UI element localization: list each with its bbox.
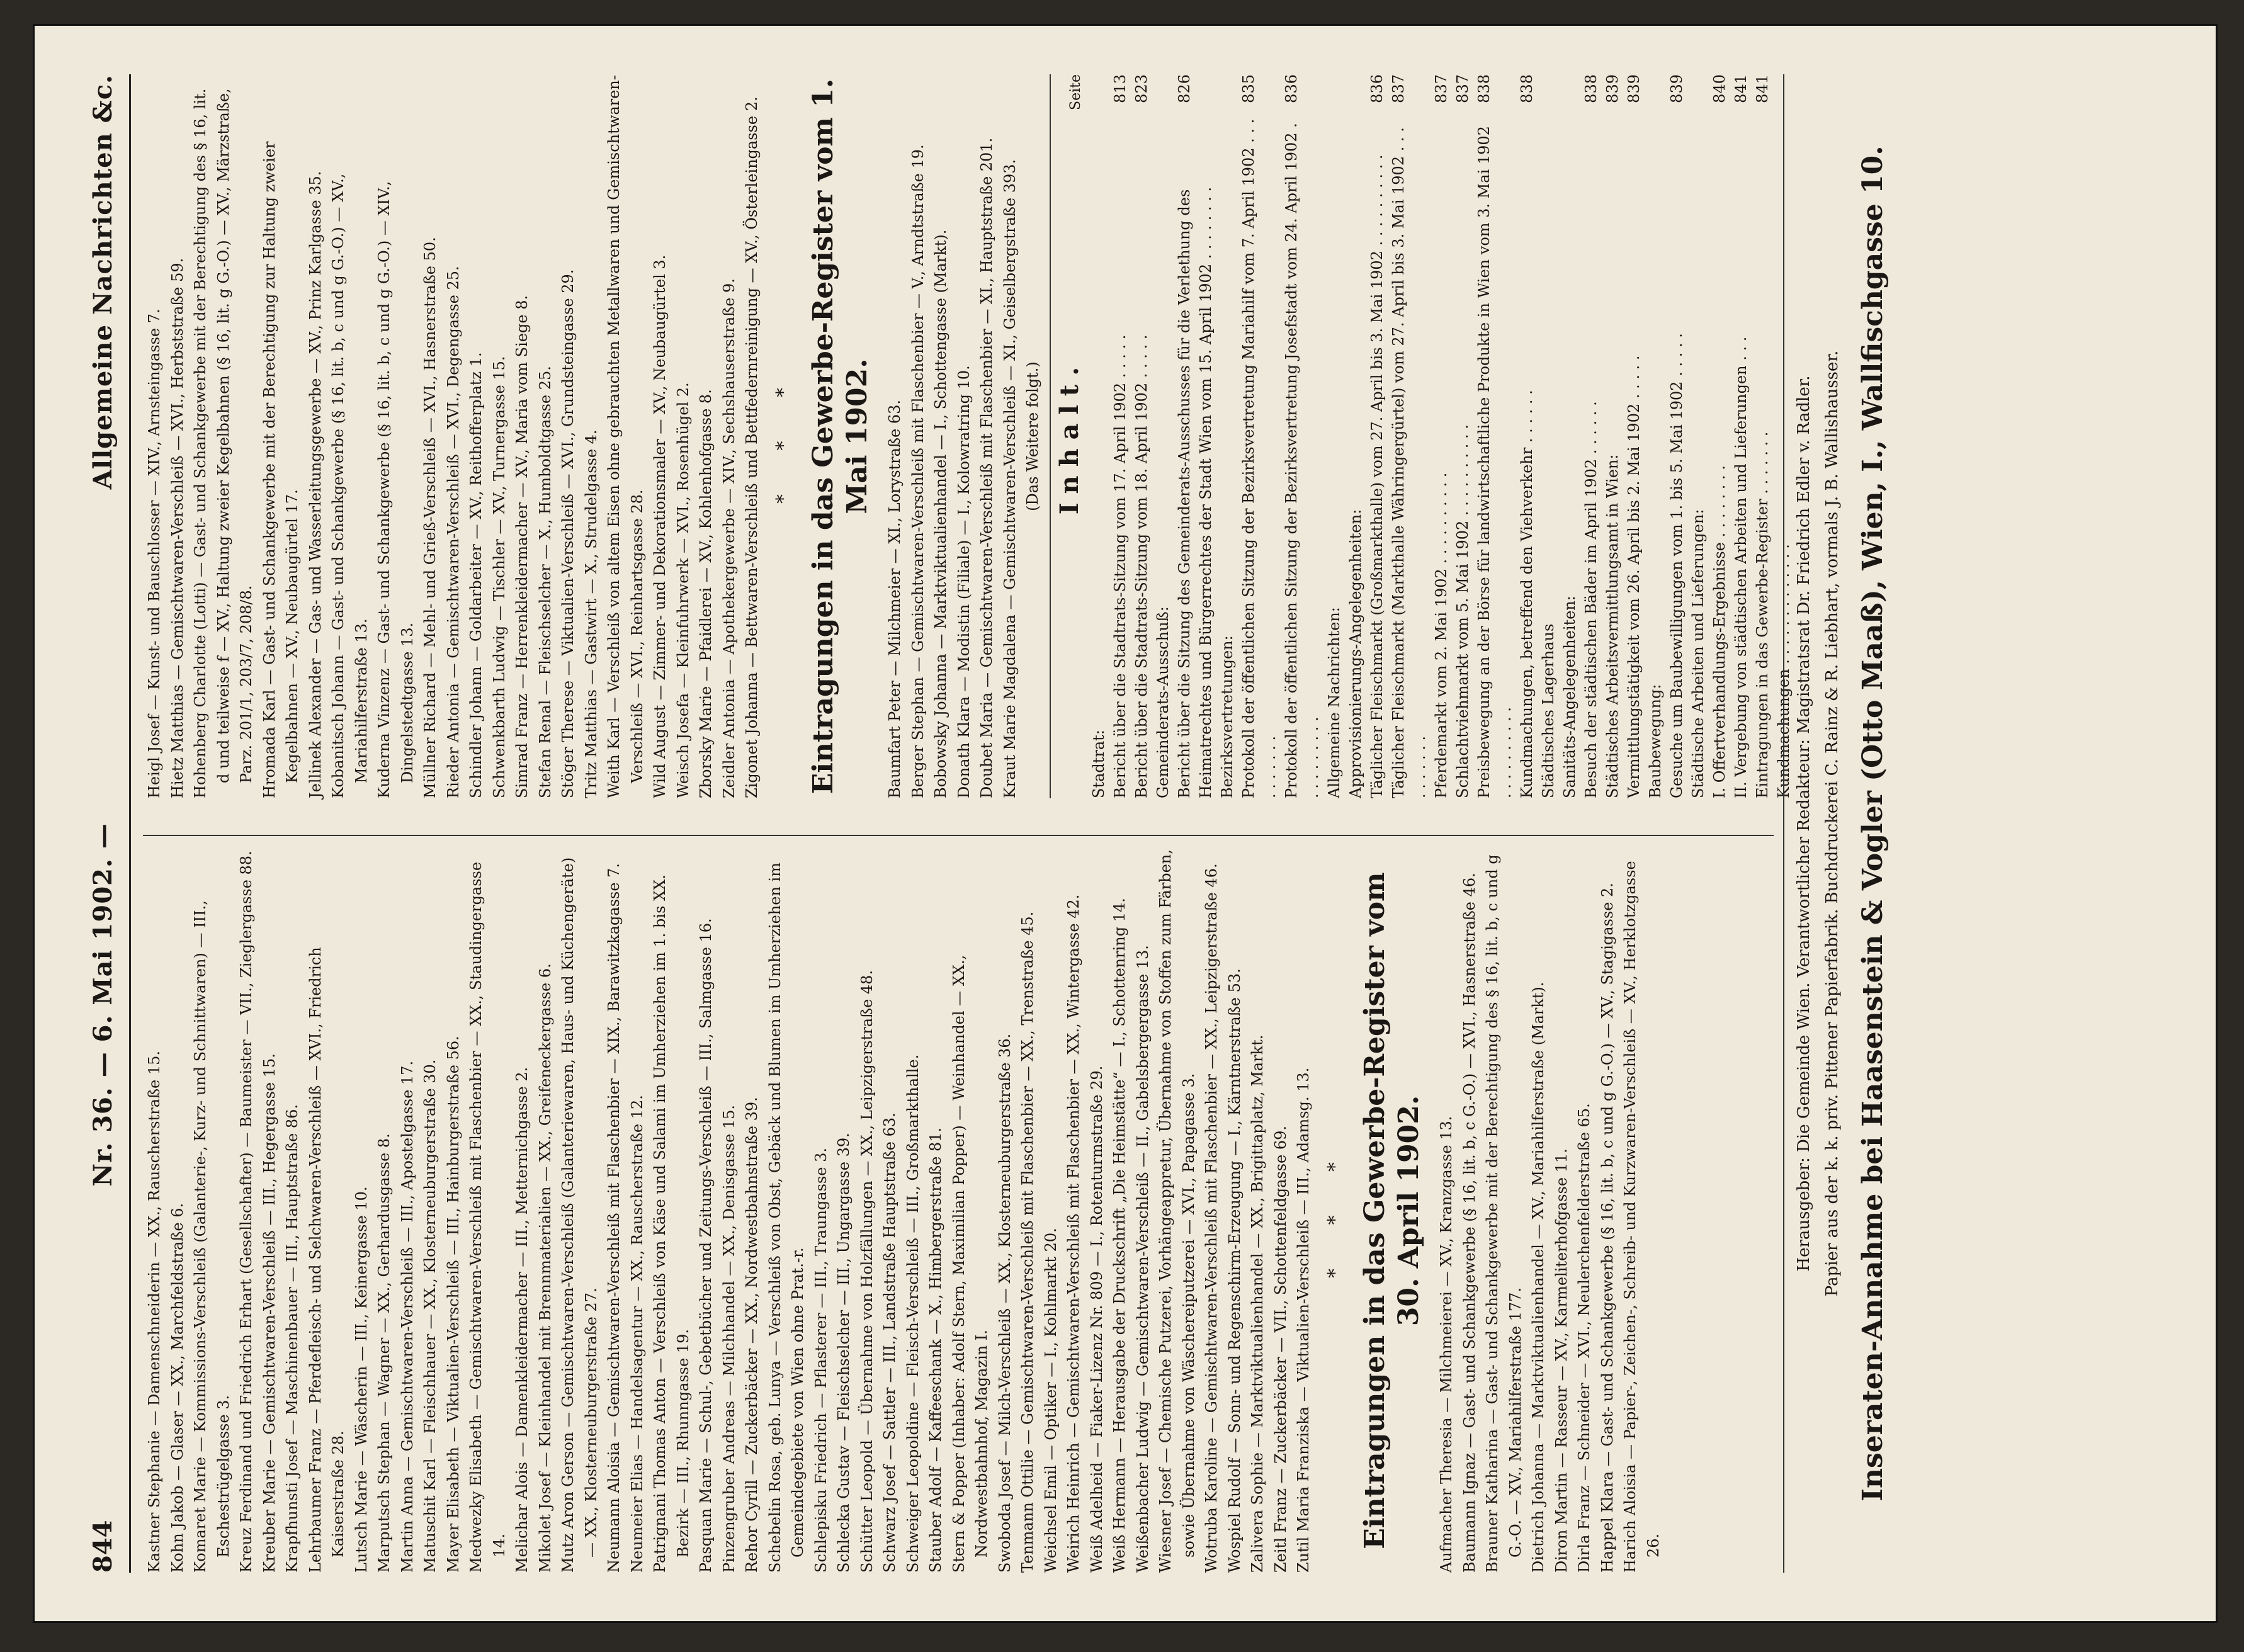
toc-row (1730, 74, 1752, 798)
toc-entry-title: Preisbewegung an der Börse für landwirtschaftliche Produkte in Wien vom 3. Mai 1902 . . . . . . . . . . (1475, 126, 1514, 798)
toc-row (1281, 74, 1323, 798)
register-entry: Kuderna Vinzenz — Gast- und Schankgewerbe (§ 16, lit. b, c und g G.-O.) — XIV., Dingelstedtgasse 13. (375, 181, 416, 798)
toc-entry-title: II. Vergebung von städtischen Arbeiten und Lieferungen . . . (1731, 336, 1750, 798)
toc-row (1473, 74, 1516, 798)
imprint-rule (1783, 74, 1784, 1573)
rotated-page-content (61, 49, 2189, 1598)
register-entry: Heigl Josef — Kunst- und Bauschlosser — XIV., Arnsteingasse 7. (145, 308, 163, 798)
toc-entry-page: 838 (1517, 74, 1536, 103)
register-entry: Wiesner Josef — Chemische Putzerei, Vorhängeappretur, Übernahme von Stoffen zum Färben, sowie Übernahme von Wäschereiputzerei — XVI., Papagasse 3. (1157, 849, 1198, 1573)
register-entry: Krapfhunsti Josef — Maschinenbauer — III., Hauptstraße 86. (283, 1104, 301, 1573)
toc-entry-title: Schlachtviehmarkt vom 5. Mai 1902 . . . . . . . . . . (1453, 424, 1471, 798)
register-entry: Hietz Matthias — Gemischtwaren-Verschleiß — XVI., Herbststraße 59. (168, 257, 186, 798)
register-entry: Zigonet Johanna — Bettwaren-Verschleiß und Bettfedernreinigung — XV., Österleingasse 2. (743, 96, 761, 798)
register-entry: Medwezky Elisabeth — Gemischtwaren-Verschleiß mit Flaschenbier — XX., Staudingergasse 14. (467, 861, 508, 1573)
toc-entry-page: 826 (1175, 74, 1193, 103)
toc-row (1131, 74, 1152, 798)
register-entry: Rieder Antonia — Gemischtwaren-Verschleiß — XVI., Degengasse 25. (444, 266, 462, 798)
register-entry: Mutz Aron Gerson — Gemischtwaren-Verschleiß (Galanteriewaren, Haus- und Küchengeräte) — XX., Klosterneuburgerstraße 27. (559, 857, 600, 1573)
register-entry: Zalivera Sophie — Marktviktualienhandel — XX., Brigittaplatz, Markt. (1249, 1034, 1266, 1573)
toc-entry-title: Städtische Arbeiten und Lieferungen: (1689, 509, 1707, 798)
register-entry: Kreuber Marie — Gemischtwaren-Verschleiß — III., Hegergasse 15. (260, 1053, 278, 1573)
register-entry: Weißenbacher Ludwig — Gemischtwaren-Verschleiß — II., Gabelsbergergasse 13. (1133, 945, 1152, 1573)
register-entries-list (143, 849, 1315, 1573)
register-entry: Pinzengruber Andreas — Milchhandel — XX., Denisgasse 15. (720, 1104, 738, 1573)
toc-row (1388, 74, 1431, 798)
register-entry: Weirich Heinrich — Gemischtwaren-Verschleiß mit Flaschenbier — XX., Wintergasse 42. (1065, 894, 1082, 1573)
register-entries-list (143, 74, 764, 798)
toc-row (1752, 74, 1773, 798)
right-column (143, 74, 1794, 798)
register-entry: Schindler Johann — Goldarbeiter — XV., Reithofferplatz 1. (467, 352, 485, 798)
toc-entry-title: Protokoll der öffentlichen Sitzung der Bezirksvertretung Mariahilf vom 7. April 1902 . . . . . . . . . . (1239, 118, 1279, 798)
advertising-line: Inseraten-Annahme bei Haasenstein & Vogler (Otto Maaß), Wien, I., Wallfischgasse 10. (1857, 145, 1889, 1502)
toc-entry-page: 837 (1453, 74, 1471, 103)
register-entry: Hromada Karl — Gast- und Schankgewerbe mit der Berechtigung zur Haltung zweier Kegelbahnen — XV., Neubaugürtel 17. (260, 141, 301, 798)
toc-entry-page: 837 (1432, 74, 1450, 103)
toc-entry-title: I. Offertverhandlungs-Ergebnisse . . . . . . . . (1710, 465, 1728, 798)
toc-row (1580, 74, 1602, 798)
newspaper-page-scan (33, 24, 2218, 1623)
register-entry: Simrad Franz — Herrenkleidermacher — XV., Maria vom Siege 8. (513, 295, 531, 798)
register-entry: Lutsch Marie — Wäscherin — III., Keinergasse 10. (352, 1186, 370, 1573)
toc-entry-page: 838 (1475, 74, 1493, 103)
register-entry: Dirla Franz — Schneider — XVI., Neulerchenfelderstraße 65. (1575, 1103, 1593, 1573)
toc-row (1602, 74, 1623, 798)
register-entry: Weiß Hermann — Herausgabe der Druckschrift „Die Heimstätte“ — I., Schottenring 14. (1111, 898, 1128, 1573)
table-of-contents (1088, 74, 1794, 798)
register-entry: Schlepisku Friedrich — Pflasterer — III., Traungasse 3. (812, 1148, 830, 1573)
section-heading-april-30: Eintragungen in das Gewerbe-Register vom 30. April 1902. (1359, 872, 1425, 1549)
register-entry: Stöger Therese — Viktualien-Verschleiß — XVI., Grundsteingasse 29. (559, 269, 577, 798)
toc-row (1366, 74, 1388, 798)
toc-group-label: Gemeinderats-Ausschuß: (1153, 606, 1172, 798)
toc-entry-title: Besuch der städtischen Bäder im April 1902 . . . . . . (1582, 401, 1600, 798)
toc-entry-title: Vermittlungstätigkeit vom 26. April bis 2. Mai 1902 . . . . . (1624, 355, 1643, 798)
toc-entry-title: Kundmachungen, betreffend den Viehverkehr . . . . . . (1517, 390, 1536, 798)
toc-row (1452, 74, 1473, 798)
register-entry: Bobowsky Johanna — Marktviktualienhandel — I., Schottengasse (Markt). (932, 229, 949, 798)
register-entry: Neumann Aloisia — Gemischtwaren-Verschleiß mit Flaschenbier — XIX., Barawitzkagasse 7. (605, 863, 623, 1573)
register-entry: Neumeier Elias — Handelsagentur — XX., Rauscherstraße 12. (628, 1095, 646, 1573)
continued-note: (Das Weitere folgt.) (1024, 361, 1041, 511)
toc-entry-page: 823 (1132, 74, 1150, 103)
register-entry: Kobanitsch Johann — Gast- und Schankgewerbe (§ 16, lit. b, c und g G.-O.) — XV., Mariahilferstraße 13. (329, 173, 370, 798)
toc-entry-title: Protokoll der öffentlichen Sitzung der Bezirksvertretung Josefstadt vom 24. April 1902 . . . . . . . . . . (1282, 123, 1322, 798)
toc-row (1174, 74, 1216, 798)
register-entry: Kohn Jakob — Glaser — XX., Marchfeldstraße 6. (168, 1202, 186, 1573)
toc-entry-title: Kundmachungen . . . . . . . . . . . . . (1774, 544, 1793, 798)
toc-entry-title: Gesuche um Baubewilligungen vom 1. bis 5. Mai 1902 . . . . . (1667, 333, 1686, 798)
register-entry: Müllner Richard — Mehl- und Grieß-Verschleiß — XVI., Hasnerstraße 50. (421, 237, 439, 798)
section-title: Allgemeine Nachrichten &c. (88, 74, 118, 490)
register-entry: Schwenkbarth Ludwig — Tischler — XV., Turnergasse 15. (490, 356, 508, 798)
toc-entry-page: 841 (1753, 74, 1771, 103)
register-entry: Matuschit Karl — Fleischhauer — XX., Klosterneuburgerstraße 30. (421, 1059, 439, 1573)
register-entry: Schlecka Gustav — Fleischselcher — III., Ungargasse 39. (835, 1133, 853, 1573)
toc-entry-page: 839 (1667, 74, 1686, 103)
register-entry: Schwarz Josef — Sattler — III., Landstraße Hauptstraße 63. (881, 1112, 898, 1573)
toc-entry-title: Bericht über die Stadtrats-Sitzung vom 18. April 1902 . . . . . (1132, 334, 1150, 798)
toc-row (1109, 74, 1131, 798)
toc-entry-page: 813 (1111, 74, 1129, 103)
register-entry: Doubet Maria — Gemischtwaren-Verschleiß mit Flaschenbier — XI., Hauptstraße 201. (978, 137, 995, 798)
printer-line: Papier aus der k. k. priv. Pittener Papierfabrik. Buchdruckerei C. Rainz & R. Liebhart, vormals J. B. Wallishausser. (1823, 350, 1842, 1297)
register-entry: Jellinek Alexander — Gas- und Wasserleitungsgewerbe — XV., Prinz Karlgasse 35. (306, 171, 324, 798)
section-heading-may-1: Eintragungen in das Gewerbe-Register vom 1. Mai 1902. (807, 78, 873, 795)
toc-row (1623, 74, 1645, 798)
register-entry: Harich Aloisia — Papier-, Zeichen-, Schreib- und Kurzwaren-Verschleiß — XV., Herklotzgasse 26. (1621, 861, 1662, 1573)
toc-entry-title: Eintragungen in das Gewerbe-Register . . . . . . . (1753, 431, 1771, 798)
register-entry: Marputsch Stephan — Wagner — XX., Gerhardusgasse 8. (375, 1133, 393, 1573)
toc-entry-title: Täglicher Fleischmarkt (Markthalle Währingergürtel) vom 27. April bis 3. Mai 1902 . . . . . . . . . . (1389, 127, 1429, 798)
toc-entry-page (1687, 74, 1709, 118)
section-separator: * * * (772, 368, 795, 504)
register-entry: Dietrich Johanna — Marktviktualienhandel — XV., Mariahilferstraße (Markt). (1529, 982, 1547, 1573)
register-entry: Weisch Josefa — Kleinfuhrwerk — XVI., Rosenhügel 2. (674, 382, 692, 798)
publisher-line: Herausgeber: Die Gemeinde Wien. Verantwortlicher Redakteur: Magistratsrat Dr. Friedrich Edler v. Radler. (1794, 375, 1813, 1272)
issue-line: Nr. 36. — 6. Mai 1902. — (88, 823, 118, 1187)
register-entry: Komaret Marie — Kommissions-Verschleiß (Galanterie-, Kurz- und Schnittwaren) — III., Eschestrügelgasse 3. (191, 900, 232, 1573)
register-entry: Mayer Elisabeth — Viktualien-Verschleiß — III., Hainburgerstraße 56. (444, 1036, 462, 1573)
register-entry: Schütter Leopold — Übernahme von Holzfällungen — XX., Leipzigerstraße 48. (858, 970, 876, 1573)
register-entry: Kastner Stephanie — Damenschneiderin — XX., Rauscherstraße 15. (145, 1050, 163, 1573)
toc-entry-title: Bericht über die Stadtrats-Sitzung vom 17. April 1902 . . . . . (1111, 334, 1129, 798)
toc-group-label: Städtisches Lagerhaus (1539, 623, 1557, 798)
header-rule (129, 74, 131, 1573)
register-entries-list (1435, 849, 1665, 1573)
toc-group-label: Baubewegung: (1646, 684, 1664, 798)
section-separator: * * * (1323, 1143, 1346, 1279)
register-entry: Berger Stephan — Gemischtwaren-Verschleiß mit Flaschenbier — V., Arndtstraße 19. (909, 144, 927, 798)
toc-group-label: Bezirksvertretungen: (1218, 635, 1236, 798)
register-entry: Weichsel Emil — Optiker — I., Kohlmarkt 20. (1041, 1228, 1060, 1573)
register-entry: Tritz Matthias — Gastwirt — X., Strudelgasse 4. (582, 429, 600, 798)
toc-entry-page: 838 (1582, 74, 1600, 103)
register-entry: Kreuz Ferdinand und Friedrich Erhart (Gesellschafter) — Baumeister — VII., Zieglergasse 88. (237, 851, 255, 1573)
register-entry: Brauner Katharina — Gast- und Schankgewerbe mit der Berechtigung des § 16, lit. b, c und g G.-O. — XV., Mariahilferstraße 177. (1483, 854, 1524, 1573)
toc-entry-title: Täglicher Fleischmarkt (Großmarkthalle) vom 27. April bis 3. Mai 1902 . . . . . . . . . . (1368, 154, 1386, 798)
toc-entry-page: 836 (1282, 74, 1300, 103)
register-entry: Stefan Renal — Fleischselcher — X., Humboldtgasse 25. (536, 366, 554, 798)
register-entry: Martin Anna — Gemischtwaren-Verschleiß — III., Apostelgasse 17. (398, 1060, 416, 1573)
toc-entry-page: 839 (1624, 74, 1643, 103)
toc-row (1431, 74, 1452, 798)
register-entry: Happel Klara — Gast- und Schankgewerbe (§ 16, lit. b, c und g G.-O.) — XV., Stagigasse 2. (1598, 883, 1616, 1573)
toc-group-label: Sanitäts-Angelegenheiten: (1560, 596, 1578, 798)
register-entry: Wotruba Karoline — Gemischtwaren-Verschleiß mit Flaschenbier — XX., Leipzigerstraße 46. (1203, 863, 1220, 1573)
running-head (84, 74, 122, 1573)
register-entry: Stern & Popper (Inhaber: Adolf Stern, Maximilian Popper) — Weinhandel — XX., Nordwestbahnhof, Magazin I. (949, 954, 990, 1573)
toc-row (1666, 74, 1687, 798)
register-entry: Baumann Ignaz — Gast- und Schankgewerbe (§ 16, lit. b, c G.-O.) — XVI., Hasnerstraße 46. (1460, 873, 1478, 1573)
register-entry: Patrignani Thomas Anton — Verschleiß von Käse und Salami im Umherziehen im 1. bis XX. Bezirk — III., Rhunngasse 19. (651, 874, 692, 1573)
register-entry: Hohenberg Charlotte (Lotti) — Gast- und Schankgewerbe mit der Berechtigung des § 16, lit. d und teilweise f — XV., Haltung zweier Kegelbahnen (§ 16, lit. g G.-O.) — XV., Märzstraße, Parz. 201/1, 203/7, 208/8. (191, 88, 255, 798)
toc-entry-page: 839 (1603, 74, 1621, 103)
register-entry: Diron Martin — Rasseur — XV., Karmeliterhofgasse 11. (1552, 1148, 1570, 1573)
register-entry: Lehrbaumer Franz — Pferdefleisch- und Selchwaren-Verschleiß — XVI., Friedrich Kaiserstraße 28. (306, 947, 347, 1573)
register-entry: Zeitl Franz — Zuckerbäcker — VII., Schottenfeldgasse 69. (1271, 1125, 1289, 1573)
toc-row (1687, 74, 1709, 798)
toc-entry-title: Städtisches Arbeitsvermittlungsamt in Wien: (1603, 454, 1621, 798)
register-entry: Weiß Adelheid — Fiaker-Lizenz Nr. 809 — I., Rotenturmstraße 29. (1087, 1065, 1106, 1573)
register-entry: Zutil Maria Franziska — Viktualien-Verschleiß — III., Adamsg. 13. (1295, 1067, 1312, 1573)
register-entry: Aufmacher Theresia — Milchmeierei — XV., Kranzgasse 13. (1437, 1116, 1455, 1573)
toc-page-label: Seite (1068, 74, 1084, 110)
toc-heading: Inhalt. (1054, 358, 1084, 515)
register-entry: Wospiel Rudolf — Sonn- und Regenschirm-Erzeugung — I., Kärntnerstraße 53. (1225, 968, 1244, 1573)
page-number: 844 (88, 1520, 118, 1573)
toc-group-label: Approvisionierungs-Angelegenheiten: (1346, 509, 1364, 798)
toc-rule (1050, 74, 1051, 798)
register-entry: Pasquan Marie — Schul-, Gebetbücher und Zeitungs-Verschleiß — III., Salmgasse 16. (697, 918, 715, 1573)
register-entry: Wild August — Zimmer- und Dekorationsmaler — XV., Neubaugürtel 3. (651, 254, 669, 798)
register-entry: Donath Klara — Modistin (Filiale) — I., Kolowratring 10. (955, 365, 973, 798)
register-entries-list (883, 74, 1021, 798)
register-entry: Weith Karl — Verschleiß von altem Eisen ohne gebrauchten Metallwaren und Gemischtwaren-Verschleiß — XVI., Reinhartsgasse 28. (605, 75, 646, 798)
toc-entry-page: 836 (1368, 74, 1386, 103)
column-divider (143, 835, 1774, 836)
toc-entry-page: 841 (1731, 74, 1750, 103)
register-entry: Swoboda Josef — Milch-Verschleiß — XX., Klosterneuburgerstraße 36. (995, 1033, 1014, 1573)
toc-row (1238, 74, 1281, 798)
toc-group-label: Allgemeine Nachrichten: (1325, 607, 1343, 798)
toc-entry-title: Bericht über die Sitzung des Gemeinderats-Ausschusses für die Verlethung des Heimatrechtes und Bürgerrechtes der Stadt Wien vom 15. April 1902 . . . . . . . . (1175, 186, 1215, 798)
register-entry: Tenmann Ottilie — Gemischtwaren-Verschleiß mit Flaschenbier — XX., Trenstraße 45. (1019, 911, 1036, 1573)
register-entry: Mikolet Josef — Kleinhandel mit Brennmaterialien — XX., Greifeneckergasse 6. (536, 963, 554, 1573)
register-entry: Rehor Cyrill — Zuckerbäcker — XX., Nordwestbahnstraße 39. (743, 1097, 761, 1573)
toc-entry-page: 835 (1239, 74, 1257, 103)
toc-entry-page: 837 (1389, 74, 1407, 103)
register-entry: Melichar Alois — Damenkleidermacher — III., Metternichgasse 2. (513, 1066, 531, 1573)
register-entry: Stauber Adolf — Kaffeeschank — X., Himbergerstraße 81. (927, 1127, 944, 1573)
toc-group-label: Stadtrat: (1089, 730, 1108, 798)
toc-entry-page: 840 (1710, 74, 1728, 103)
register-entry: Schebelin Rosa, geb. Lunya — Verschleiß von Obst, Gebäck und Blumen im Umherziehen im Gemeindegebiete von Wien ohne Prat.-r. (766, 863, 807, 1573)
register-entry: Baumfart Peter — Milchmeier — XI., Lorystraße 63. (886, 400, 904, 798)
toc-row (1709, 74, 1730, 798)
register-entry: Zeidler Antonia — Apothekergewerbe — XIV., Sechshauserstraße 9. (720, 278, 738, 798)
register-entry: Kraut Marie Magdalena — Gemischtwaren-Verschleiß — XI., Geiselbergstraße 393. (1000, 159, 1019, 798)
left-column (143, 849, 1665, 1573)
register-entry: Zborsky Marie — Pfaidlerei — XV., Kohlenhofgasse 8. (697, 389, 715, 798)
register-entry: Schweiger Leopoldine — Fleisch-Verschleiß — III., Großmarkthalle. (904, 1054, 922, 1573)
toc-row (1516, 74, 1538, 798)
toc-entry-title: Pferdemarkt vom 2. Mai 1902 . . . . . . . . . . (1432, 472, 1450, 798)
